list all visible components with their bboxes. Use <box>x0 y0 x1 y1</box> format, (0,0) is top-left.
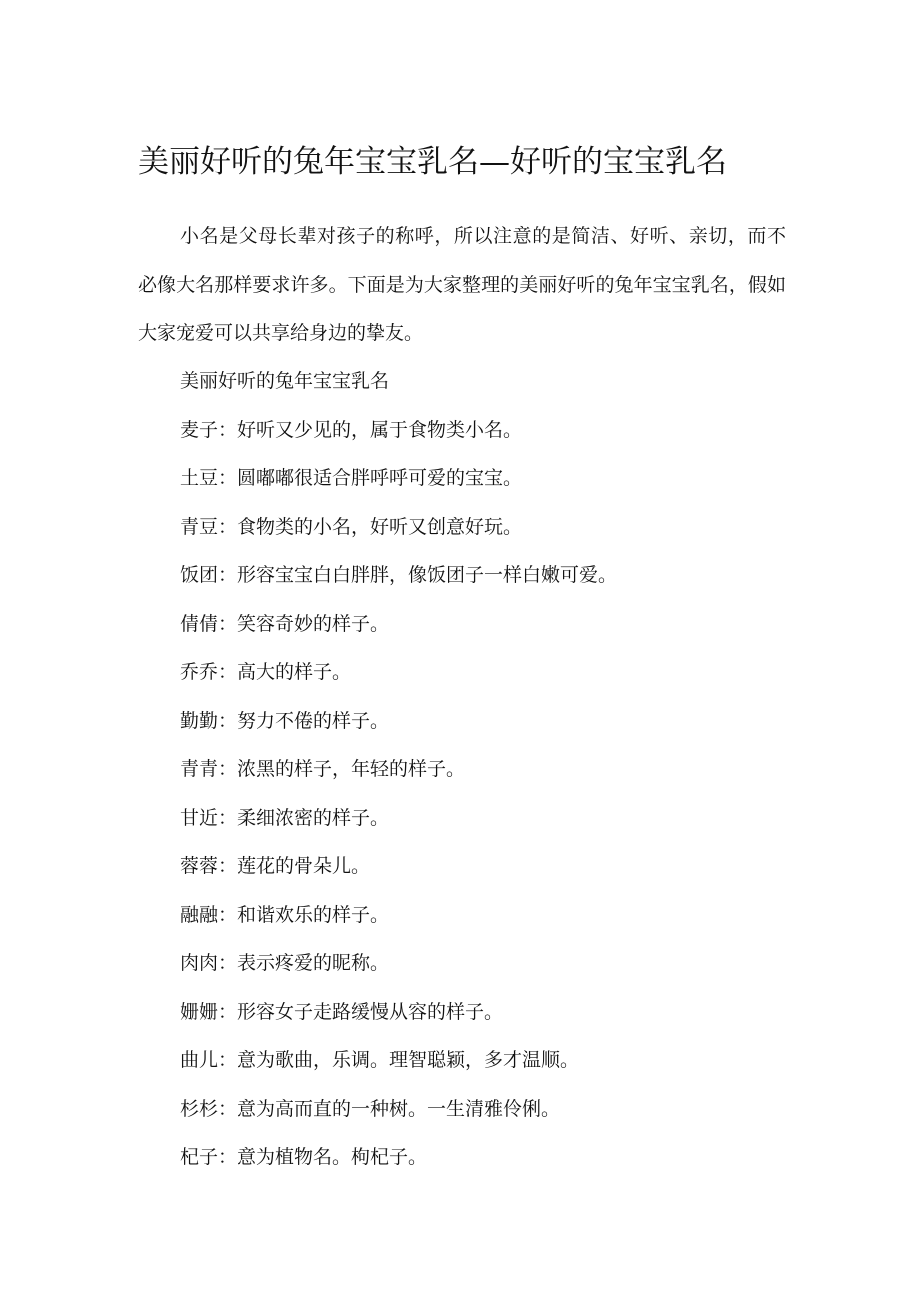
list-item: 青青：浓黑的样子，年轻的样子。 <box>180 758 466 780</box>
list-item: 曲儿：意为歌曲，乐调。理智聪颖，多才温顺。 <box>180 1049 580 1071</box>
list-item: 甘近：柔细浓密的样子。 <box>180 806 390 829</box>
document-title: 美丽好听的兔年宝宝乳名—好听的宝宝乳名 <box>138 144 727 180</box>
list-item: 土豆：圆嘟嘟很适合胖呼呼可爱的宝宝。 <box>180 467 523 489</box>
list-item: 杞子：意为植物名。枸杞子。 <box>180 1146 428 1168</box>
list-item: 姗姗：形容女子走路缓慢从容的样子。 <box>180 1000 504 1023</box>
list-item: 勤勤：努力不倦的样子。 <box>180 709 390 732</box>
list-item: 杉杉：意为高而直的一种树。一生清雅伶俐。 <box>180 1097 561 1120</box>
section-heading: 美丽好听的兔年宝宝乳名 <box>180 370 390 392</box>
list-item: 倩倩：笑容奇妙的样子。 <box>180 612 390 635</box>
name-list <box>180 357 820 1182</box>
list-item: 融融：和谐欢乐的样子。 <box>180 903 390 926</box>
list-item: 蓉蓉：莲花的骨朵儿。 <box>180 855 371 877</box>
list-item: 乔乔：高大的样子。 <box>180 661 352 683</box>
intro-paragraph: 小名是父母长辈对孩子的称呼，所以注意的是简洁、好听、亲切，而不必像大名那样要求许多。下面是为大家整理的美丽好听的兔年宝宝乳名，假如大家宠爱可以共享给身边的挚友。 <box>138 225 786 344</box>
list-item: 饭团：形容宝宝白白胖胖，像饭团子一样白嫩可爱。 <box>180 564 618 586</box>
list-item: 肉肉：表示疼爱的昵称。 <box>180 952 390 974</box>
list-item: 麦子：好听又少见的，属于食物类小名。 <box>180 418 523 441</box>
list-item: 青豆：食物类的小名，好听又创意好玩。 <box>180 515 523 538</box>
